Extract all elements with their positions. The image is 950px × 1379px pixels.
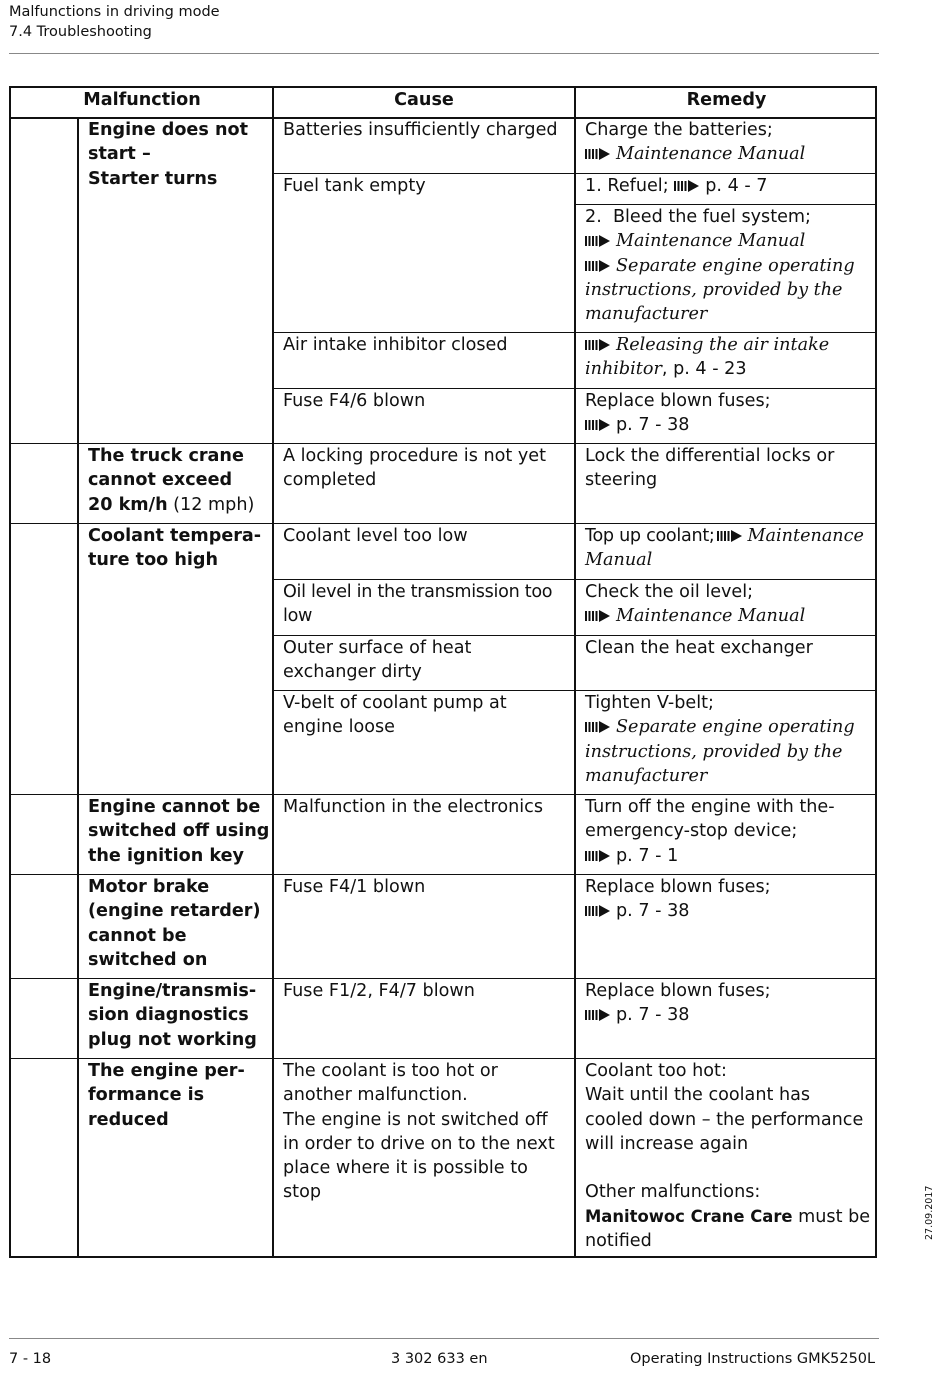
reference-link[interactable]: Maintenance Manual (616, 231, 806, 252)
malfunction-engine-performance: The engine per- formance is reduced (88, 1061, 245, 1130)
remedy-text: Charge the batteries; (585, 120, 773, 140)
reference-link-cont[interactable]: Manual (585, 550, 653, 571)
remedy-cell (585, 580, 805, 629)
reference-arrow-icon (585, 850, 611, 862)
remedy-text: 2. Bleed the fuel system; (585, 207, 811, 227)
malfunction-speed-limit (88, 444, 254, 517)
col-divider-cause (272, 88, 274, 1258)
remedy-cell (585, 795, 835, 868)
remedy-cell (585, 691, 855, 788)
page-number: 7 - 18 (9, 1351, 52, 1367)
col-header-cause: Cause (394, 90, 454, 110)
reference-arrow-icon (585, 610, 611, 622)
reference-link[interactable]: Maintenance (747, 526, 864, 546)
remedy-text: Coolant too hot: Wait until the coolant has cooled down – the performance will increase again Other malfunctions: (585, 1061, 864, 1203)
footer-divider (9, 1338, 879, 1339)
reference-arrow-icon (585, 905, 611, 917)
reference-arrow-icon (585, 235, 611, 247)
revision-date: 27.09.2017 (924, 1185, 935, 1240)
page-reference-link[interactable]: p. 7 - 1 (616, 845, 679, 866)
cause-cell: Coolant level too low (283, 526, 468, 546)
section-title: Malfunctions in driving mode (9, 4, 220, 20)
remedy-cell (585, 118, 805, 167)
remedy-text: Check the oil level; (585, 582, 754, 602)
reference-arrow-icon (585, 1009, 611, 1021)
cause-cell: V-belt of coolant pump at engine loose (283, 693, 507, 738)
reference-arrow-icon (585, 148, 611, 160)
company-name: Manitowoc Crane Care (585, 1206, 793, 1226)
cause-cell: Malfunction in the electronics (283, 797, 544, 817)
remedy-cell (585, 1059, 870, 1253)
remedy-text: 1. Refuel; (585, 176, 669, 196)
remedy-text-tail: must be (792, 1206, 871, 1227)
remedy-cell (585, 979, 771, 1028)
cause-cell: Batteries insufficiently charged (283, 120, 558, 140)
remedy-cell (585, 875, 771, 924)
reference-link[interactable]: Separate engine operating instructions, provided by the manufacturer (585, 255, 855, 325)
reference-arrow-icon (585, 260, 611, 272)
malfunction-bold-text: The truck crane cannot exceed 20 km/h (88, 446, 244, 515)
subsection-title: 7.4 Troubleshooting (9, 24, 152, 40)
cause-cell: Fuse F4/1 blown (283, 877, 426, 897)
troubleshooting-table (9, 86, 877, 1258)
remedy-text: Replace blown fuses; (585, 877, 771, 897)
col-divider-indent (77, 118, 79, 1258)
reference-link[interactable]: Releasing the air intake inhibitor (585, 335, 830, 380)
remedy-text: Replace blown fuses; (585, 981, 771, 1001)
page-reference: , p. 4 - 23 (661, 359, 747, 380)
cause-cell: Air intake inhibitor closed (283, 335, 508, 355)
page-reference-link[interactable]: p. 7 - 38 (616, 415, 690, 436)
cause-cell: Outer surface of heat exchanger dirty (283, 638, 472, 683)
remedy-cell (585, 333, 829, 382)
col-divider-remedy (574, 88, 576, 1258)
reference-arrow-icon (585, 419, 611, 431)
remedy-cell (585, 524, 875, 573)
page-reference-link[interactable]: p. 7 - 38 (616, 1005, 690, 1026)
cause-cell: Fuse F4/6 blown (283, 391, 426, 411)
remedy-cell (585, 174, 768, 198)
page-reference-link[interactable]: p. 7 - 38 (616, 901, 690, 922)
cause-cell: Fuel tank empty (283, 176, 426, 196)
malfunction-motor-brake: Motor brake (engine retarder) cannot be switched on (88, 877, 261, 970)
reference-link[interactable]: Separate engine operating instructions, provided by the manufacturer (585, 717, 855, 786)
remedy-cell (585, 389, 771, 438)
malfunction-coolant-temp: Coolant tempera- ture too high (88, 526, 262, 571)
remedy-cell: Clean the heat exchanger (585, 638, 813, 658)
header-divider (9, 53, 879, 54)
remedy-text: Turn off the engine with the- emergency-stop device; (585, 797, 835, 842)
cause-cell: Fuse F1/2, F4/7 blown (283, 981, 475, 1001)
malfunction-diagnostics-plug: Engine/transmis- sion diagnostics plug not working (88, 981, 257, 1050)
reference-arrow-icon (585, 339, 611, 351)
malfunction-engine-no-start: Engine does not start – Starter turns (88, 120, 248, 189)
reference-arrow-icon (674, 180, 700, 192)
col-header-remedy: Remedy (686, 90, 767, 110)
reference-link[interactable]: Maintenance Manual (616, 606, 806, 627)
cause-cell: Oil level in the transmission too low (283, 582, 553, 627)
remedy-cell: Lock the differential locks or steering (585, 446, 835, 491)
malfunction-engine-switch-off: Engine cannot be switched off using the ignition key (88, 797, 270, 866)
remedy-cell (585, 205, 855, 326)
reference-arrow-icon (717, 530, 743, 542)
remedy-text-tail: notified (585, 1231, 652, 1252)
cause-cell: A locking procedure is not yet completed (283, 446, 546, 491)
page-reference-link[interactable]: p. 4 - 7 (705, 176, 768, 196)
malfunction-unit-text: (12 mph) (167, 494, 255, 515)
remedy-text: Replace blown fuses; (585, 391, 771, 411)
reference-link[interactable]: Maintenance Manual (616, 144, 806, 165)
cause-cell: The coolant is too hot or another malfunction. The engine is not switched off in order to drive on to the next place where it is possible to stop (283, 1061, 555, 1203)
col-header-malfunction: Malfunction (83, 90, 201, 110)
document-number: 3 302 633 en (391, 1351, 488, 1367)
manual-title: Operating Instructions GMK5250L (630, 1351, 876, 1367)
reference-arrow-icon (585, 721, 611, 733)
remedy-text: Tighten V-belt; (585, 693, 714, 713)
remedy-text: Top up coolant; (585, 526, 715, 546)
